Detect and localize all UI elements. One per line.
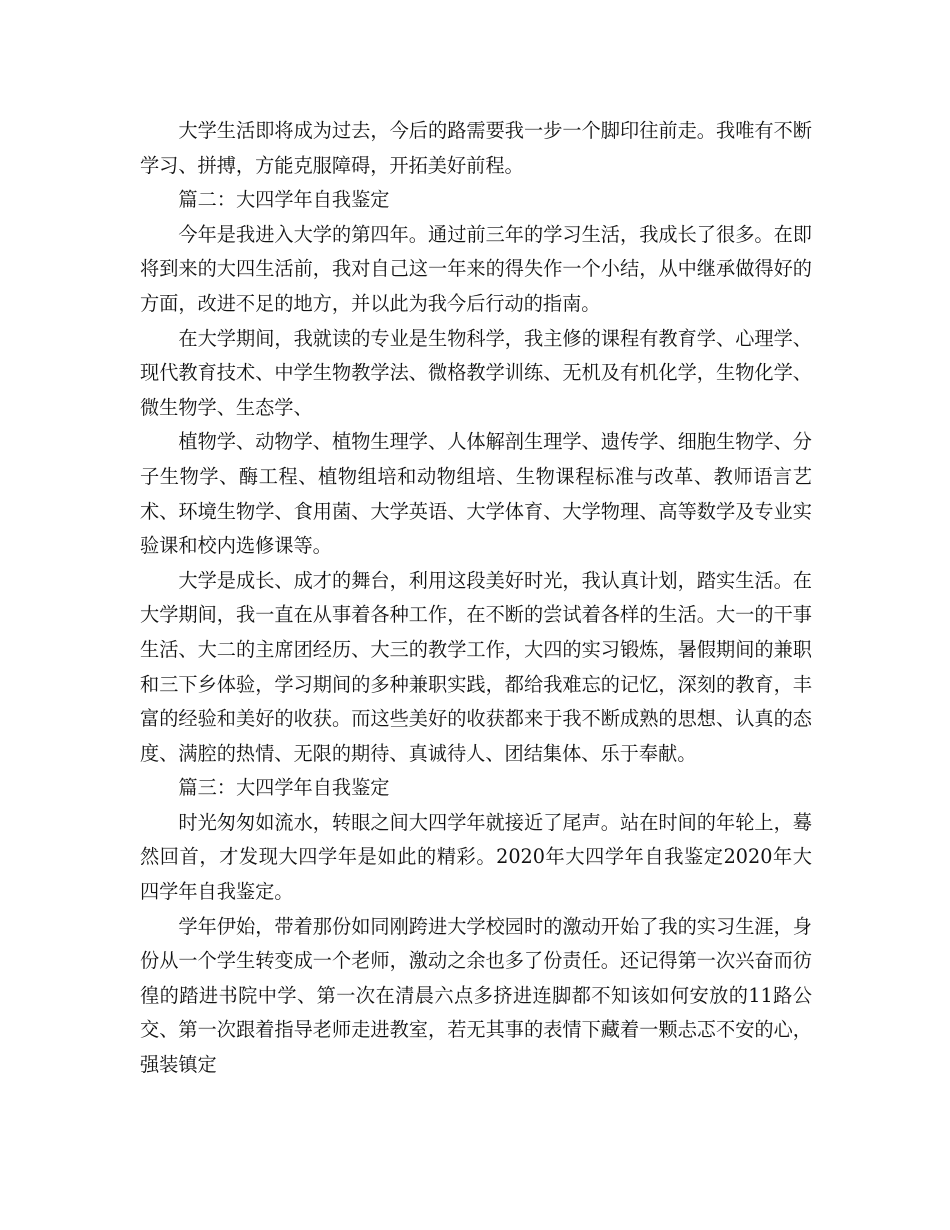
paragraph-major-courses: 在大学期间，我就读的专业是生物科学，我主修的课程有教育学、心理学、现代教育技术、中学生物教学法、微格教学训练、无机及有机化学，生物化学、微生物学、生态学、 [140, 326, 812, 419]
paragraph-intro: 大学生活即将成为过去，今后的路需要我一步一个脚印往前走。我唯有不断学习、拼搏，方能克服障碍，开拓美好前程。 [140, 119, 812, 177]
paragraph-fourth-year: 今年是我进入大学的第四年。通过前三年的学习生活，我成长了很多。在即将到来的大四生活前，我对自己这一年来的得失作一个小结，从中继承做得好的方面，改进不足的地方，并以此为我今后行动的指南。 [140, 222, 812, 315]
paragraph-university-experience: 大学是成长、成才的舞台，利用这段美好时光，我认真计划，踏实生活。在大学期间，我一直在从事着各种工作，在不断的尝试着各样的生活。大一的干事生活、大二的主席团经历、大三的教学工作，大四的实习锻炼，暑假期间的兼职和三下乡体验，学习期间的多种兼职实践，都给我难忘的记忆，深刻的教育，丰富的经验和美好的收获。而这些美好的收获都来于我不断成熟的思想、认真的态度、满腔的热情、无限的期待、真诚待人、团结集体、乐于奉献。 [140, 568, 812, 765]
section-heading-part-two: 篇二：大四学年自我鉴定 [178, 188, 390, 212]
section-heading-part-three: 篇三：大四学年自我鉴定 [178, 776, 390, 800]
document-body [140, 114, 812, 1083]
paragraph-time-flies: 时光匆匆如流水，转眼之间大四学年就接近了尾声。站在时间的年轮上，蓦然回首，才发现大四学年是如此的精彩。2020年大四学年自我鉴定2020年大四学年自我鉴定。 [140, 810, 812, 904]
paragraph-course-list: 植物学、动物学、植物生理学、人体解剖生理学、遗传学、细胞生物学、分子生物学、酶工程、植物组培和动物组培、生物课程标准与改革、教师语言艺术、环境生物学、食用菌、大学英语、大学体育、大学物理、高等数学及专业实验课和校内选修课等。 [140, 430, 812, 558]
paragraph-internship: 学年伊始，带着那份如同刚跨进大学校园时的激动开始了我的实习生涯，身份从一个学生转变成一个老师，激动之余也多了份责任。还记得第一次兴奋而彷徨的踏进书院中学、第一次在清晨六点多挤进连脚都不知该如何安放的11路公交、第一次跟着指导老师走进教室，若无其事的表情下藏着一颗忐忑不安的心，强装镇定 [140, 914, 812, 1077]
